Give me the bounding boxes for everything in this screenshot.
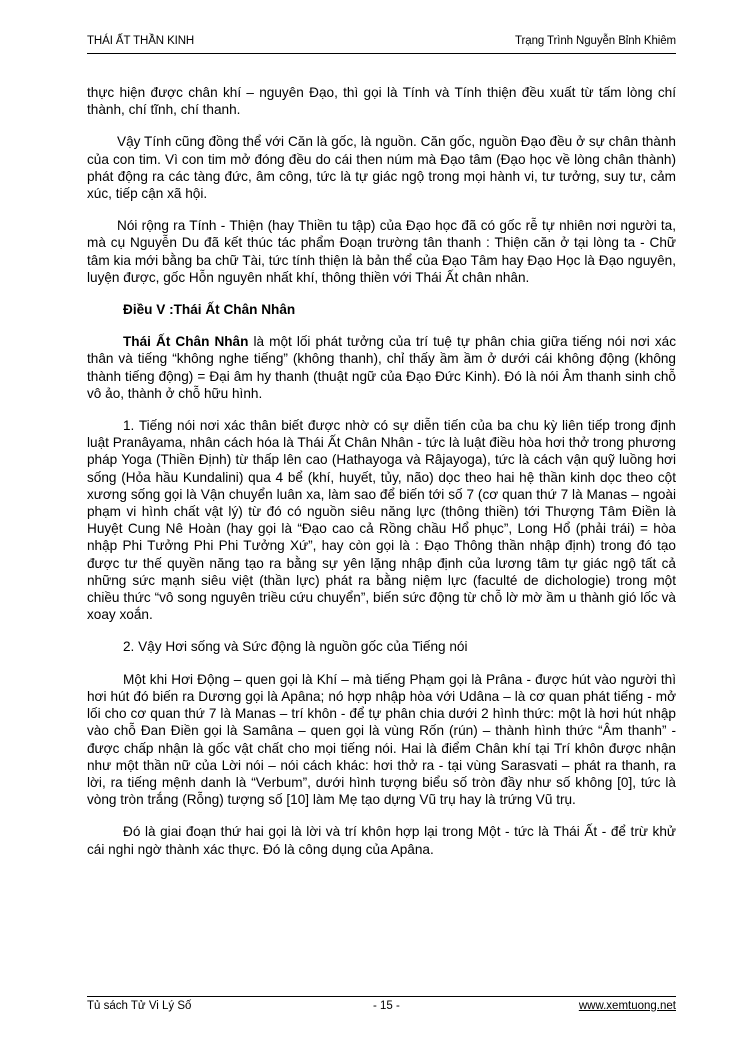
footer-collection: Tủ sách Tử Vi Lý Số (87, 1000, 192, 1012)
paragraph-7: Một khi Hơi Động – quen gọi là Khí – mà tiếng Phạm gọi là Prâna - được hút vào người thì hơi hút đó biến ra Dương gọi là Apâna; nó hợp nhập hòa với Udâna – là cơ quan phát tiếng - mở lối cho cơ quan thứ 7 là Manas – trí khôn - để tự phân chia dưới 2 hình thức: một là hơi hút nhập vào chỗ Đan Điền gọi là Samâna – quen gọi là vùng Rốn (rún) – thành hình thức “Âm thanh” - được chấp nhận là gốc vật chất cho mọi tiếng nói. Hai là điểm Chân khí tại Trí khôn được nhận như một thần nữ của Lời nói – nói cách khác: hơi thở ra - tại vùng Sarasvati – phát ra thanh, ra lời, ra tiếng mệnh danh là “Verbum”, dưới hình tượng biểu số tròn đầy như số không [0], tức là vòng tròn trắng (Rỗng) tượng số [10] làm Mẹ tạo dựng Vũ trụ hay là trứng Vũ trụ. (87, 671, 676, 808)
paragraph-4-bold-term: Thái Ất Chân Nhân (123, 334, 249, 350)
header-author: Trạng Trình Nguyễn Bỉnh Khiêm (515, 35, 676, 47)
paragraph-1: thực hiện được chân khí – nguyên Đạo, thì gọi là Tính và Tính thiện đều xuất từ tấm lòng chí thành, chí tĩnh, chí thanh. (87, 85, 676, 118)
paragraph-2: Vậy Tính cũng đồng thể với Căn là gốc, là nguồn. Căn gốc, nguồn Đạo đều ở sự chân thành của con tim. Vì con tim mở đóng đều do cái then núm mà Đạo tâm (Đạo học về lòng chân thành) phát động ra các tàng đức, âm công, tức là tự giác ngộ trong mọi hành vi, tư tưởng, suy tư, cảm xúc, tiếp cận xã hội. (87, 134, 676, 202)
paragraph-4-text: là một lối phát tưởng của trí tuệ tự phân chia giữa tiếng nói nơi xác thân và tiếng “không nghe tiếng” (không thanh), chỉ thấy ầm ầm ở dưới cái không động (không thành tiếng động) = Đại âm hy thanh (thuật ngữ của Đạo Đức Kinh). Đó là nói Âm thanh sinh chỗ vô ảo, thành ở chỗ hữu hình. (87, 334, 676, 401)
section-heading: Điều V :Thái Ất Chân Nhân (123, 302, 296, 318)
paragraph-4 (87, 333, 676, 402)
paragraph-6: 2. Vậy Hơi sống và Sức động là nguồn gốc của Tiếng nói (123, 639, 468, 655)
header-rule (87, 53, 676, 54)
footer-rule (87, 996, 676, 997)
page-number: - 15 - (373, 1000, 400, 1012)
header-book-title: THÁI ẤT THẦN KINH (87, 35, 195, 47)
page-body (87, 84, 676, 873)
page-header (87, 35, 676, 47)
paragraph-3: Nói rộng ra Tính - Thiện (hay Thiền tu tập) của Đạo học đã có gốc rễ tự nhiên nơi người ta, mà cụ Nguyễn Du đã kết thúc tác phẩm Đoạn trường tân thanh : Thiện căn ở tại lòng ta - Chữ tâm kia mới bằng ba chữ Tài, tức tính thiện là bản thể của Đạo Tâm hay Đạo Học là Đạo nguyên, luyện được, gốc Hỗn nguyên nhất khí, thông thiền với Thái Ất chân nhân. (87, 218, 676, 285)
footer-website-link[interactable]: www.xemtuong.net (578, 1000, 676, 1012)
paragraph-8: Đó là giai đoạn thứ hai gọi là lời và trí khôn hợp lại trong Một - tức là Thái Ất - để trừ khử cái nghi ngờ thành xác thực. Đó là công dụng của Apâna. (87, 824, 676, 857)
paragraph-5: 1. Tiếng nói nơi xác thân biết được nhờ có sự diễn tiến của ba chu kỳ liên tiếp trong định luật Pranâyama, nhân cách hóa là Thái Ất Chân Nhân - tức là luật điều hòa hơi thở trong phương pháp Yoga (Thiền Định) từ thấp lên cao (Hathayoga và Râjayoga), tức là cách vận quỹ luồng hơi sống (Hỏa hầu Kundalini) qua 4 bể (khí, huyết, tủy, não) dọc theo hai hệ thần kinh dọc theo cột xương sống gọi là Vận chuyển luân xa, làm sao để biến tới số 7 (cơ quan thứ 7 là Manas – ngoài phạm vi hình chất vật lý) từ đó có nguồn siêu năng lực (thông thiền) tới Thượng Tâm Điền là Huyệt Cung Nê Hoàn (hay gọi là “Đạo cao cả Rồng chầu Hổ phục”, Long Hổ (phải trái) = hòa nhập Phi Tưởng Phi Phi Tưởng Xứ”, hay còn gọi là : Đạo Thông thần nhập định) trong đó tạo được tư thế quyền năng tạo ra bằng sự yên lặng nhập định của lương tâm tự giác ngộ tất cả những sức mạnh siêu việt (thần lực) phát ra bằng niệm lực (faculté de dichologie) trong một chiều thức “vô song nguyên triều cứu chuyển”, biến sức động từ chỗ lờ mờ ầm u thành gió lốc và xoay xoắn. (87, 418, 676, 623)
